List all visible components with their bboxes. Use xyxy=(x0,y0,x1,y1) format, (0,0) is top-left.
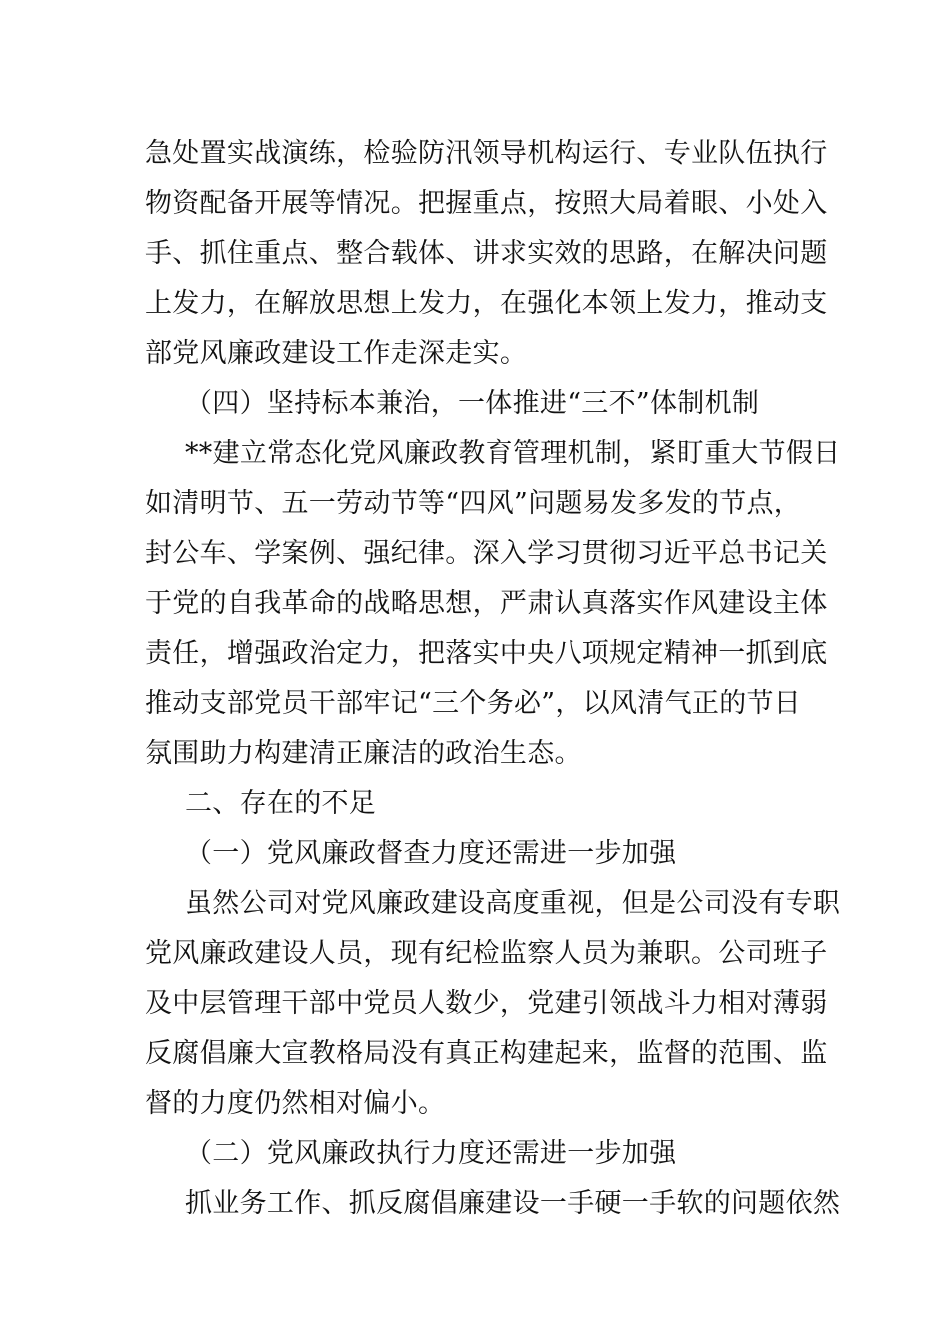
body-text-line: 封公车、学案例、强纪律。深入学习贯彻习近平总书记关 xyxy=(145,538,828,569)
paragraph-first-line: 抓业务工作、抓反腐倡廉建设一手硬一手软的问题依然 xyxy=(185,1188,841,1219)
body-text-line: 手、抓住重点、整合载体、讲求实效的思路，在解决问题 xyxy=(145,238,828,269)
body-text-line: 如清明节、五一劳动节等“四风”问题易发多发的节点， xyxy=(145,488,802,519)
body-text-line: 反腐倡廉大宣教格局没有真正构建起来，监督的范围、监 xyxy=(145,1038,828,1069)
paragraph-first-line: 虽然公司对党风廉政建设高度重视，但是公司没有专职 xyxy=(185,888,841,919)
section-heading: （四）坚持标本兼治，一体推进“三不”体制机制 xyxy=(185,388,760,419)
body-text-line: 及中层管理干部中党员人数少，党建引领战斗力相对薄弱 xyxy=(145,988,828,1019)
body-text-line: 党风廉政建设人员，现有纪检监察人员为兼职。公司班子 xyxy=(145,938,828,969)
body-text-line: 推动支部党员干部牢记“三个务必”，以风清气正的节日 xyxy=(145,688,802,719)
chapter-heading: 二、存在的不足 xyxy=(185,788,377,819)
body-text-line: 督的力度仍然相对偏小。 xyxy=(145,1088,446,1119)
section-heading: （一）党风廉政督查力度还需进一步加强 xyxy=(185,838,677,869)
body-text-line: 于党的自我革命的战略思想，严肃认真落实作风建设主体 xyxy=(145,588,828,619)
paragraph-first-line: **建立常态化党风廉政教育管理机制，紧盯重大节假日 xyxy=(185,438,841,469)
body-text-line: 物资配备开展等情况。把握重点，按照大局着眼、小处入 xyxy=(145,188,828,219)
body-text-line: 责任，增强政治定力，把落实中央八项规定精神一抓到底 xyxy=(145,638,828,669)
body-text-line: 氛围助力构建清正廉洁的政治生态。 xyxy=(145,738,582,769)
body-text-line: 部党风廉政建设工作走深走实。 xyxy=(145,338,528,369)
body-text-line: 上发力，在解放思想上发力，在强化本领上发力，推动支 xyxy=(145,288,828,319)
section-heading: （二）党风廉政执行力度还需进一步加强 xyxy=(185,1138,677,1169)
body-text-line: 急处置实战演练，检验防汛领导机构运行、专业队伍执行 xyxy=(145,138,828,169)
